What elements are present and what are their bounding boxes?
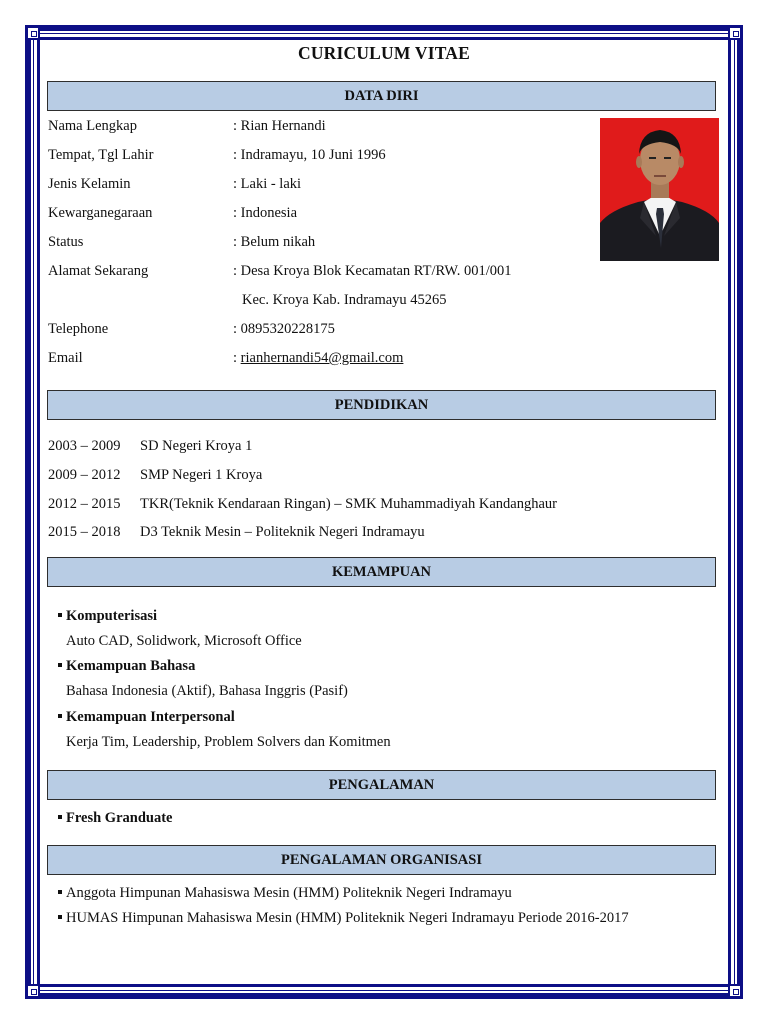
profile-photo [600,118,719,261]
skill-item [58,709,235,726]
field-value-nama: : Rian Hernandi [233,118,326,134]
section-header-pengalaman: PENGALAMAN [47,770,716,800]
field-label-status: Status [48,234,84,250]
education-years: 2009 – 2012 [48,467,121,483]
education-school: SMP Negeri 1 Kroya [140,467,263,483]
field-value-kewarganegaraan: : Indonesia [233,205,298,221]
section-header-kemampuan: KEMAMPUAN [47,557,716,587]
education-school: SD Negeri Kroya 1 [140,438,253,454]
bullet-square-icon [58,815,62,819]
skill-detail: Kerja Tim, Leadership, Problem Solvers dan Komitmen [66,734,391,750]
organization-item [58,885,512,902]
field-value-email [233,350,403,367]
corner-ornament-bottom-right [728,984,742,998]
document-title: CURICULUM VITAE [297,43,471,63]
experience-item [58,810,172,827]
email-link[interactable]: rianhernandi54@gmail.com [240,350,404,366]
corner-ornament-top-right [728,26,742,40]
skill-heading: Komputerisasi [66,608,158,624]
field-label-alamat: Alamat Sekarang [48,263,149,279]
skill-heading: Kemampuan Interpersonal [66,709,235,725]
field-value-jenis-kelamin: : Laki - laki [233,176,302,192]
organization-text: Anggota Himpunan Mahasiswa Mesin (HMM) Politeknik Negeri Indramayu [66,885,512,901]
section-header-data-diri: DATA DIRI [47,81,716,111]
bullet-square-icon [58,613,62,617]
section-header-organisasi: PENGALAMAN ORGANISASI [47,845,716,875]
corner-ornament-bottom-left [26,984,40,998]
field-value-status: : Belum nikah [233,234,316,250]
skill-detail: Bahasa Indonesia (Aktif), Bahasa Inggris (Pasif) [66,683,348,699]
bullet-square-icon [58,663,62,667]
field-value-alamat: : Desa Kroya Blok Kecamatan RT/RW. 001/001 [233,263,512,279]
skill-item [58,608,157,625]
skill-heading: Kemampuan Bahasa [66,658,196,674]
field-value-telephone: : 0895320228175 [233,321,335,337]
bullet-square-icon [58,890,62,894]
bullet-square-icon [58,915,62,919]
field-label-jenis-kelamin: Jenis Kelamin [48,176,131,192]
field-label-ttl: Tempat, Tgl Lahir [48,147,154,163]
education-years: 2003 – 2009 [48,438,121,454]
education-school: TKR(Teknik Kendaraan Ringan) – SMK Muhammadiyah Kandanghaur [140,496,557,512]
organization-text: HUMAS Himpunan Mahasiswa Mesin (HMM) Politeknik Negeri Indramayu Periode 2016-2017 [66,910,629,926]
education-school: D3 Teknik Mesin – Politeknik Negeri Indramayu [140,524,425,540]
field-label-email: Email [48,350,83,366]
section-header-pendidikan: PENDIDIKAN [47,390,716,420]
education-years: 2012 – 2015 [48,496,121,512]
field-value-ttl: : Indramayu, 10 Juni 1996 [233,147,386,163]
corner-ornament-top-left [26,26,40,40]
field-label-kewarganegaraan: Kewarganegaraan [48,205,153,221]
experience-text: Fresh Granduate [66,810,173,826]
field-label-telephone: Telephone [48,321,109,337]
bullet-square-icon [58,714,62,718]
organization-item [58,910,629,927]
skill-detail: Auto CAD, Solidwork, Microsoft Office [66,633,302,649]
portrait-illustration [600,118,719,261]
field-label-nama: Nama Lengkap [48,118,137,134]
skill-item [58,658,195,675]
email-prefix: : [233,350,241,366]
education-years: 2015 – 2018 [48,524,121,540]
field-value-alamat-line2: Kec. Kroya Kab. Indramayu 45265 [242,292,447,308]
